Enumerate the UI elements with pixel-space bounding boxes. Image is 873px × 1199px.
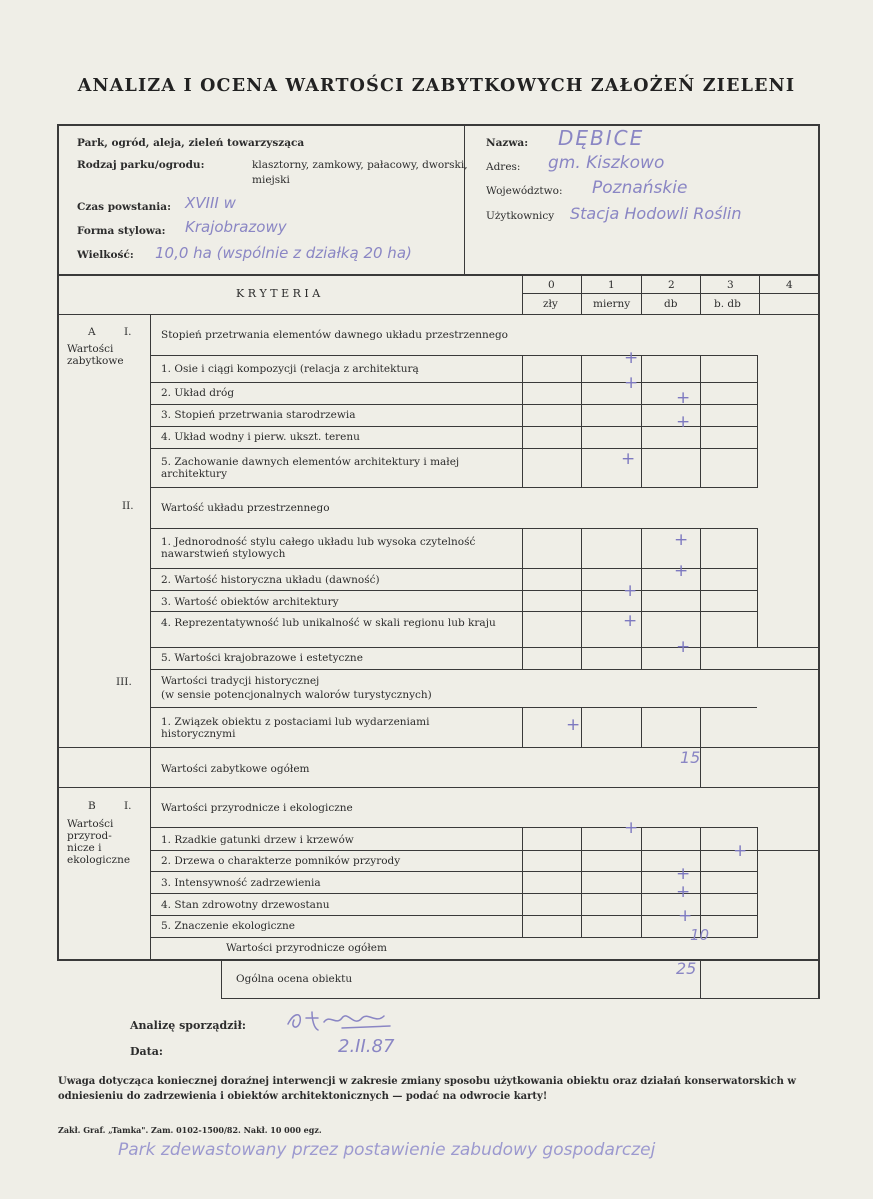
check-mark: + [624, 373, 639, 393]
handwritten-note: Park zdewastowany przez postawienie zabudowy gospodarczej [118, 1140, 656, 1160]
check-mark: + [623, 611, 638, 631]
check-mark: + [624, 818, 639, 838]
item-a1-5: 5. Zachowanie dawnych elementów architektury i małej architektury [161, 456, 460, 480]
check-mark: + [733, 841, 748, 861]
item-a1-4: 4. Układ wodny i pierw. ukszt. terenu [161, 431, 360, 443]
date-value: 2.II.87 [338, 1036, 395, 1057]
grade-bdb: b. db [714, 298, 741, 310]
group-a3-line2: (w sensie potencjonalnych walorów turystycznych) [161, 689, 432, 701]
date-label: Data: [130, 1045, 163, 1058]
signature-icon [284, 1004, 404, 1034]
check-mark: + [676, 637, 691, 657]
check-mark: + [674, 530, 689, 550]
item-a2-4: 4. Reprezentatywność lub unikalność w skali regionu lub kraju [161, 617, 496, 629]
nazwa-label: Nazwa: [486, 137, 529, 149]
uzytkownicy-label: Użytkownicy [486, 210, 555, 222]
nazwa-value: DĘBICE [558, 126, 645, 150]
item-a1-2: 2. Układ dróg [161, 387, 235, 399]
check-mark: + [674, 561, 689, 581]
rodzaj-label: Rodzaj parku/ogrodu: [77, 159, 205, 171]
group-a3-line1: Wartości tradycji historycznej [161, 675, 320, 687]
check-mark: + [623, 581, 638, 601]
item-a2-2: 2. Wartość historyczna układu (dawność) [161, 574, 380, 586]
item-a2-1: 1. Jednorodność stylu całego układu lub wysoka czytelność nawarstwień stylowych [161, 536, 476, 560]
group-a2: Wartość układu przestrzennego [161, 502, 330, 514]
item-b-2: 2. Drzewa o charakterze pomników przyrody [161, 855, 401, 867]
grade-mierny: mierny [593, 298, 631, 310]
section-a-total-label: Wartości zabytkowe ogółem [161, 763, 310, 775]
item-a3-1: 1. Związek obiektu z postaciami lub wydarzeniami historycznymi [161, 716, 430, 740]
item-b-5: 5. Znaczenie ekologiczne [161, 920, 296, 932]
section-b-numeral: I. [124, 800, 132, 812]
section-a-numeral-3: III. [116, 676, 132, 688]
overall-value: 25 [676, 959, 697, 978]
item-a1-1: 1. Osie i ciągi kompozycji (relacja z architekturą [161, 363, 419, 375]
section-b-total-value: 10 [690, 926, 710, 944]
item-a2-3: 3. Wartość obiektów architektury [161, 596, 339, 608]
wielkosc-value: 10,0 ha (wspólnie z działką 20 ha) [155, 244, 412, 262]
item-a2-5: 5. Wartości krajobrazowe i estetyczne [161, 652, 363, 664]
item-b-1: 1. Rzadkie gatunki drzew i krzewów [161, 834, 354, 846]
section-a-total-value: 15 [680, 748, 701, 767]
criteria-label: K R Y T E R I A [236, 287, 321, 300]
section-b-total-label: Wartości przyrodnicze ogółem [226, 942, 387, 954]
prepared-label: Analizę sporządził: [130, 1019, 246, 1032]
score-4: 4 [786, 279, 793, 291]
section-a-numeral-2: II. [122, 500, 134, 512]
check-mark: + [676, 882, 691, 902]
czas-label: Czas powstania: [77, 201, 171, 213]
check-mark: + [676, 412, 691, 432]
item-a1-3: 3. Stopień przetrwania starodrzewia [161, 409, 356, 421]
forma-value: Krajobrazowy [185, 218, 287, 236]
rodzaj-options: klasztorny, zamkowy, pałacowy, dworski, [252, 159, 468, 171]
item-b-3: 3. Intensywność zadrzewienia [161, 877, 321, 889]
group-a1: Stopień przetrwania elementów dawnego układu przestrzennego [161, 329, 508, 341]
printer-info: Zakł. Graf. „Tamka". Zam. 0102-1500/82. Nakł. 10 000 egz. [58, 1125, 322, 1135]
check-mark: + [676, 864, 691, 884]
check-mark: + [621, 449, 636, 469]
check-mark: + [624, 348, 639, 368]
park-label: Park, ogród, aleja, zieleń towarzysząca [77, 137, 305, 149]
page-title: ANALIZA I OCENA WARTOŚCI ZABYTKOWYCH ZAŁOŻEŃ ZIELENI [77, 76, 796, 96]
section-b-letter: B [88, 800, 96, 812]
item-b-4: 4. Stan zdrowotny drzewostanu [161, 899, 330, 911]
check-mark: + [676, 388, 691, 408]
czas-value: XVIII w [185, 194, 236, 212]
grade-zly: zły [543, 298, 558, 310]
score-2: 2 [668, 279, 675, 291]
adres-label: Adres: [486, 161, 521, 173]
uzytkownicy-value: Stacja Hodowli Roślin [570, 204, 742, 223]
score-1: 1 [608, 279, 615, 291]
check-mark: + [566, 715, 581, 735]
score-0: 0 [548, 279, 555, 291]
wojewodztwo-label: Województwo: [486, 185, 563, 197]
section-a-numeral: I. [124, 326, 132, 338]
wielkosc-label: Wielkość: [77, 249, 134, 261]
rodzaj-options-2: miejski [252, 174, 290, 186]
group-b1: Wartości przyrodnicze i ekologiczne [161, 802, 353, 814]
score-3: 3 [727, 279, 734, 291]
overall-label: Ogólna ocena obiektu [236, 973, 353, 985]
section-a-letter: A [88, 326, 96, 338]
grade-db: db [664, 298, 678, 310]
intervention-note: Uwaga dotycząca koniecznej doraźnej interwencji w zakresie zmiany sposobu użytkowania obiektu oraz działań konserwatorskich w odniesieniu do zadrzewienia i obiektów architektonicznych — podać na odwrocie karty! [58, 1076, 796, 1102]
forma-label: Forma stylowa: [77, 225, 166, 237]
wojewodztwo-value: Poznańskie [592, 178, 688, 198]
check-mark: + [678, 906, 693, 926]
section-a-name: Wartości zabytkowe [67, 343, 124, 367]
adres-value: gm. Kiszkowo [548, 153, 665, 173]
section-b-name: Wartości przyrod- nicze i ekologiczne [67, 818, 131, 866]
